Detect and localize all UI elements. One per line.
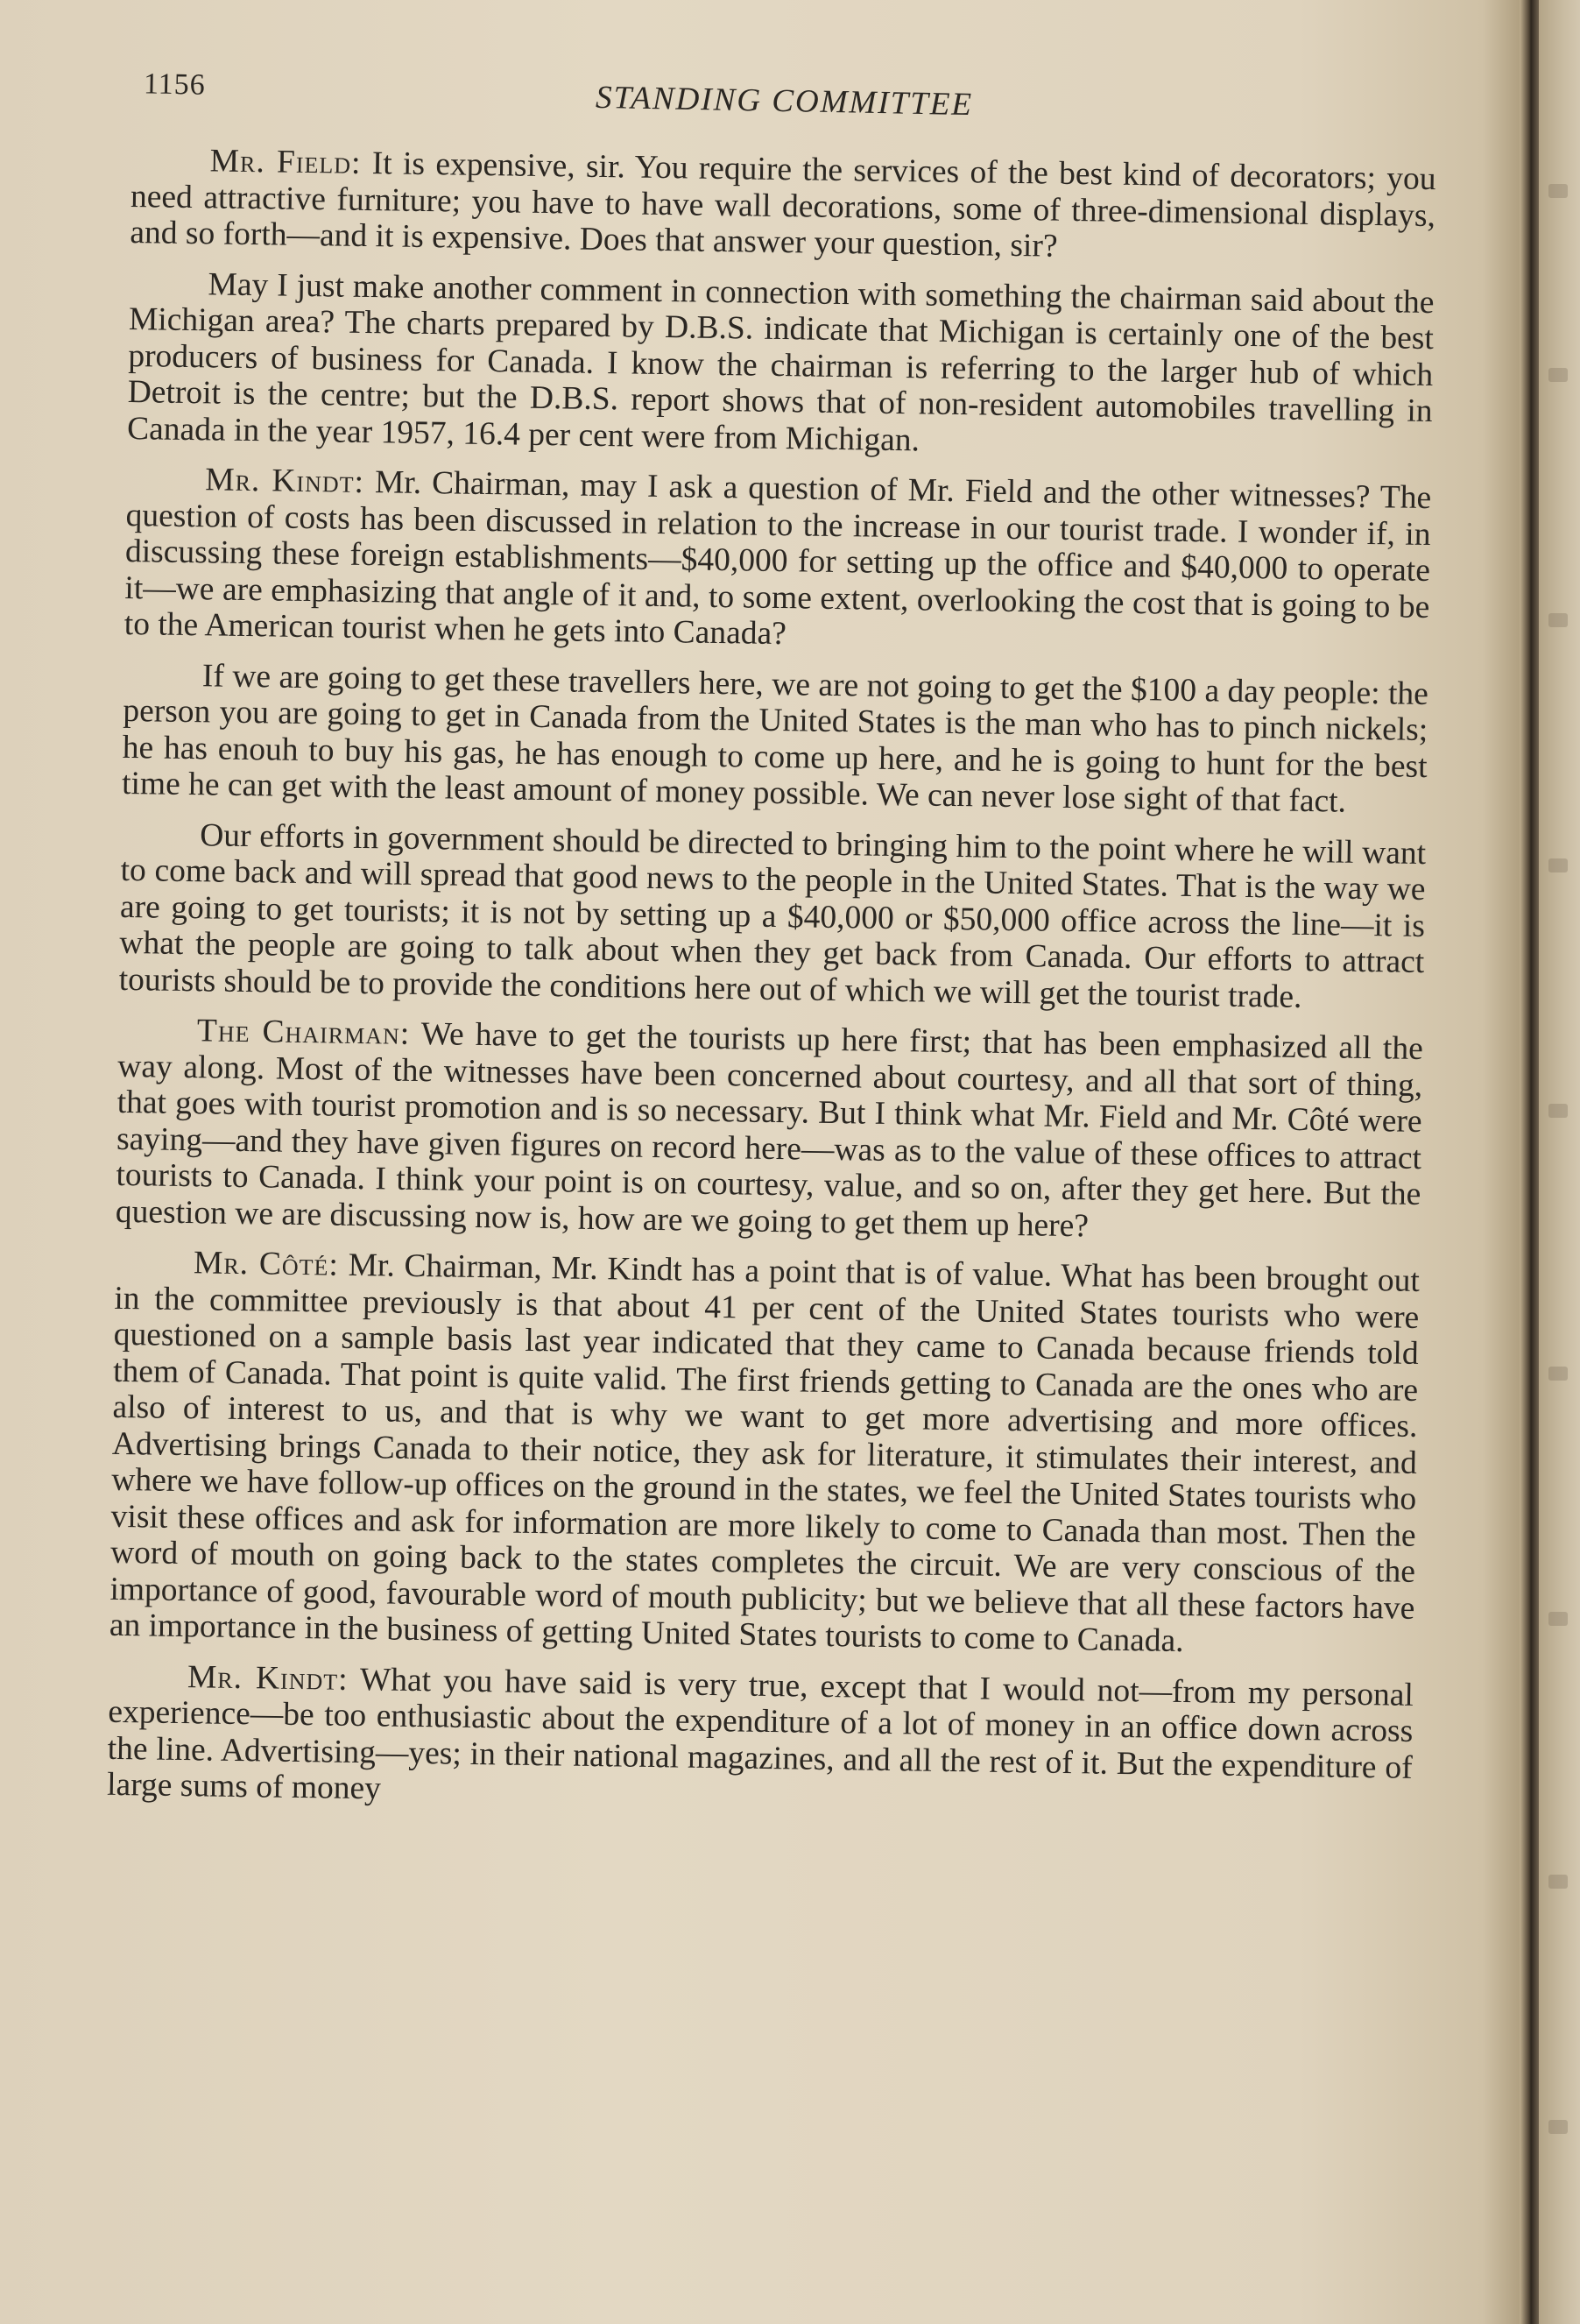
bleed-through-mark — [1548, 184, 1568, 198]
paragraph-text: We have to get the tourists up here first; that has been emphasized all the way along. Most of the witnesses have been concerned about courtesy, and all that sort of thing, that goes with tourist promotion and is so necessary. But I think what Mr. Field and Mr. Côté were saying—and they have given figures on record here—was as to the value of these offices to attract tourists to Canada. I think your point is on courtesy, value, and so on, after they get here. But the question we are discussing now is, how are we going to get them up here? — [115, 1016, 1424, 1244]
paragraph — [124, 461, 1432, 662]
paragraph-text: May I just make another comment in connection with something the chairman said about the Michigan area? The charts prepared by D.B.S. indicate that Michigan is certainly one of the best producers of business for Canada. I know the chairman is referring to the larger hub of which Detroit is the centre; but the D.B.S. report shows that of non-resident automobiles travelling in Canada in the year 1957, 16.4 per cent were from Michigan. — [126, 265, 1435, 458]
paragraph-text: It is expensive, sir. You require the services of the best kind of decorators; you need attractive furniture; you have to have wall decorations, some of three-dimensional displays, and so forth—and it is expensive. Does that answer your question, sir? — [130, 145, 1436, 265]
speaker-name: Mr. Côté: — [193, 1245, 340, 1283]
bleed-through-mark — [1548, 1612, 1568, 1626]
paragraph — [127, 265, 1435, 466]
text-body — [107, 142, 1436, 1836]
bleed-through-mark — [1548, 858, 1568, 872]
running-title: STANDING COMMITTEE — [595, 79, 974, 124]
facing-page-edge — [1539, 0, 1580, 2324]
paragraph — [122, 656, 1428, 821]
speaker-name: Mr. Kindt: — [187, 1658, 349, 1698]
bleed-through-mark — [1548, 1367, 1568, 1381]
bleed-through-mark — [1548, 1104, 1568, 1118]
paragraph — [119, 816, 1427, 1017]
page-number: 1156 — [143, 67, 207, 102]
bleed-through-mark — [1548, 2120, 1568, 2134]
paragraph-text: What you have said is very true, except that I would not—from my personal experience—be too enthusiastic about the expenditure of a lot of money in an office down across the line. Advertising—yes; in their national magazines, and all the rest of it. But the expenditure of large sums of money — [106, 1661, 1414, 1807]
book-gutter — [1520, 0, 1539, 2324]
bleed-through-mark — [1548, 613, 1568, 627]
paragraph-text: Mr. Chairman, may I ask a question of Mr. Field and the other witnesses? The question of costs has been discussed in relation to the increase in our tourist trade. I wonder if, in discussing these foreign establishments—$40,000 for setting up the office and $40,000 to operate it—we are emphasizing that angle of it and, to some extent, overlooking the cost that is going to be to the American tourist when he gets into Canada? — [123, 464, 1432, 653]
speaker-name: Mr. Field: — [209, 143, 362, 181]
paragraph-text: Our efforts in government should be directed to bringing him to the point where he will want to come back and will spread that good news to the people in the United States. That is the way we are going to get tourists; it is not by setting up a $40,000 or $50,000 office across the line—it is what the people are going to talk about when they get back from Canada. Our efforts to attract tourists should be to provide the conditions here out of which we will get the tourist trade. — [118, 816, 1427, 1015]
paragraph-text: If we are going to get these travellers here, we are not going to get the $100 a day people: the person you are going to get in Canada from the United States is the man who has to pinch nickels; he has enouh to buy his gas, he has enough to come up here, and he is going to hunt for the best time he can get with the least amount of money possible. We can never lose sight of that fact. — [121, 657, 1429, 820]
paragraph — [107, 1657, 1414, 1822]
paragraph — [116, 1012, 1424, 1249]
speaker-name: The Chairman: — [196, 1013, 411, 1052]
paragraph-text: Mr. Chairman, Mr. Kindt has a point that is of value. What has been brought out in the committee previously is that about 41 per cent of the United States tourists who were questioned on a sample basis last year indicated that they came to Canada because friends told them of Canada. That point is quite valid. The first friends getting to Canada are the ones who are also of interest to us, and that is why we want to get more advertising and more offices. Advertising brings Canada to their notice, they ask for literature, it stimulates their interest, and where we have follow-up offices on the ground in the states, we feel the United States tourists who visit these offices and ask for information are more likely to come to Canada than most. Then the word of mouth on going back to the states completes the circuit. We are very conscious of the importance of good, favourable word of mouth publicity; but we believe that all these factors have an importance in the business of getting United States tourists to come to Canada. — [109, 1247, 1421, 1660]
page-header — [140, 65, 1454, 126]
bleed-through-mark — [1548, 1875, 1568, 1889]
bleed-through-mark — [1548, 368, 1568, 382]
paragraph — [130, 142, 1436, 271]
paragraph — [109, 1244, 1421, 1664]
speaker-name: Mr. Kindt: — [204, 462, 365, 500]
